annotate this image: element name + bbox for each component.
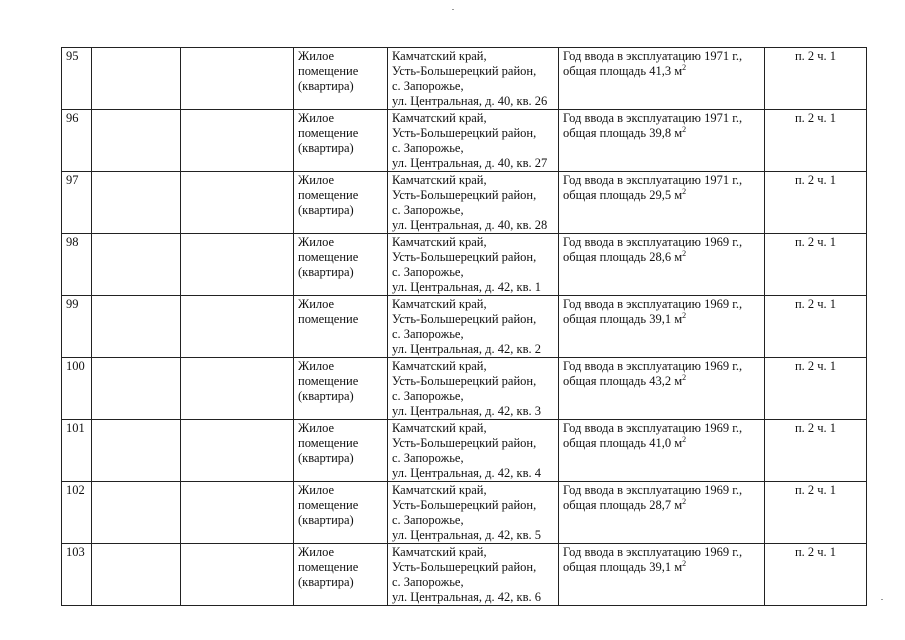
- address-line: ул. Центральная, д. 42, кв. 4: [392, 466, 541, 480]
- object-type-line: (квартира): [298, 79, 354, 93]
- empty-cell: [92, 234, 181, 296]
- empty-cell: [181, 296, 294, 358]
- description-year-line: Год ввода в эксплуатацию 1969 г.,: [563, 421, 743, 435]
- empty-cell: [181, 48, 294, 110]
- address-line: с. Запорожье,: [392, 79, 464, 93]
- description-year-line: Год ввода в эксплуатацию 1969 г.,: [563, 483, 743, 497]
- scan-speck: [452, 9, 454, 10]
- area-value: общая площадь 43,2 м: [563, 374, 683, 388]
- address-line: ул. Центральная, д. 42, кв. 1: [392, 280, 541, 294]
- square-unit-superscript: 2: [682, 248, 687, 258]
- area-value: общая площадь 29,5 м: [563, 188, 683, 202]
- object-type-line: (квартира): [298, 513, 354, 527]
- description-year-line: Год ввода в эксплуатацию 1969 г.,: [563, 235, 743, 249]
- address-line: Усть-Большерецкий район,: [392, 374, 537, 388]
- address-cell: [388, 110, 559, 172]
- address-line: Усть-Большерецкий район,: [392, 126, 537, 140]
- address-line: с. Запорожье,: [392, 203, 464, 217]
- object-type-line: (квартира): [298, 451, 354, 465]
- address-line: Усть-Большерецкий район,: [392, 436, 537, 450]
- object-type-line: помещение: [298, 188, 359, 202]
- table-row: [62, 110, 867, 172]
- object-type-line: Жилое: [298, 49, 335, 63]
- address-line: с. Запорожье,: [392, 327, 464, 341]
- area-value: общая площадь 41,0 м: [563, 436, 683, 450]
- object-type-cell: [294, 544, 388, 606]
- table-row: [62, 358, 867, 420]
- object-type-cell: [294, 110, 388, 172]
- address-line: Усть-Большерецкий район,: [392, 64, 537, 78]
- address-line: с. Запорожье,: [392, 451, 464, 465]
- address-cell: [388, 420, 559, 482]
- address-line: ул. Центральная, д. 42, кв. 2: [392, 342, 541, 356]
- description-area-line: [563, 560, 760, 575]
- area-value: общая площадь 39,8 м: [563, 126, 683, 140]
- registry-table-body: [62, 48, 867, 606]
- square-unit-superscript: 2: [682, 124, 687, 134]
- square-unit-superscript: 2: [682, 434, 687, 444]
- legal-basis-cell: п. 2 ч. 1: [765, 234, 867, 296]
- address-line: с. Запорожье,: [392, 575, 464, 589]
- description-year-line: Год ввода в эксплуатацию 1971 г.,: [563, 49, 743, 63]
- description-area-line: [563, 312, 760, 327]
- address-line: Камчатский край,: [392, 421, 487, 435]
- description-area-line: [563, 250, 760, 265]
- object-type-cell: [294, 48, 388, 110]
- area-value: общая площадь 39,1 м: [563, 312, 683, 326]
- object-type-cell: [294, 482, 388, 544]
- object-type-cell: [294, 172, 388, 234]
- empty-cell: [92, 172, 181, 234]
- address-cell: [388, 544, 559, 606]
- legal-basis-cell: п. 2 ч. 1: [765, 172, 867, 234]
- row-number-cell: 102: [62, 482, 92, 544]
- object-type-line: (квартира): [298, 575, 354, 589]
- object-type-line: помещение: [298, 126, 359, 140]
- address-line: Усть-Большерецкий район,: [392, 312, 537, 326]
- object-type-line: помещение: [298, 374, 359, 388]
- area-value: общая площадь 28,6 м: [563, 250, 683, 264]
- description-year-line: Год ввода в эксплуатацию 1971 г.,: [563, 173, 743, 187]
- object-type-line: Жилое: [298, 545, 335, 559]
- legal-basis-cell: п. 2 ч. 1: [765, 482, 867, 544]
- empty-cell: [92, 296, 181, 358]
- description-cell: [559, 482, 765, 544]
- address-line: с. Запорожье,: [392, 265, 464, 279]
- description-cell: [559, 296, 765, 358]
- address-line: ул. Центральная, д. 40, кв. 26: [392, 94, 548, 108]
- empty-cell: [181, 482, 294, 544]
- empty-cell: [92, 358, 181, 420]
- address-line: Камчатский край,: [392, 173, 487, 187]
- object-type-cell: [294, 420, 388, 482]
- row-number-cell: 103: [62, 544, 92, 606]
- description-cell: [559, 110, 765, 172]
- description-area-line: [563, 374, 760, 389]
- address-line: ул. Центральная, д. 42, кв. 3: [392, 404, 541, 418]
- table-row: [62, 234, 867, 296]
- row-number-cell: 98: [62, 234, 92, 296]
- description-cell: [559, 544, 765, 606]
- address-line: Усть-Большерецкий район,: [392, 498, 537, 512]
- address-line: Камчатский край,: [392, 545, 487, 559]
- object-type-line: Жилое: [298, 359, 335, 373]
- address-line: ул. Центральная, д. 42, кв. 6: [392, 590, 541, 604]
- address-line: Усть-Большерецкий район,: [392, 250, 537, 264]
- row-number-cell: 100: [62, 358, 92, 420]
- description-year-line: Год ввода в эксплуатацию 1971 г.,: [563, 111, 743, 125]
- description-area-line: [563, 188, 760, 203]
- empty-cell: [181, 544, 294, 606]
- legal-basis-cell: п. 2 ч. 1: [765, 544, 867, 606]
- description-cell: [559, 358, 765, 420]
- square-unit-superscript: 2: [682, 310, 687, 320]
- table-row: [62, 482, 867, 544]
- square-unit-superscript: 2: [682, 558, 687, 568]
- address-line: ул. Центральная, д. 42, кв. 5: [392, 528, 541, 542]
- object-type-line: помещение: [298, 498, 359, 512]
- empty-cell: [92, 544, 181, 606]
- address-line: Камчатский край,: [392, 49, 487, 63]
- object-type-cell: [294, 296, 388, 358]
- address-line: Камчатский край,: [392, 297, 487, 311]
- address-line: Камчатский край,: [392, 111, 487, 125]
- description-area-line: [563, 498, 760, 513]
- address-line: Усть-Большерецкий район,: [392, 188, 537, 202]
- empty-cell: [181, 358, 294, 420]
- address-cell: [388, 48, 559, 110]
- address-line: с. Запорожье,: [392, 389, 464, 403]
- empty-cell: [92, 482, 181, 544]
- description-year-line: Год ввода в эксплуатацию 1969 г.,: [563, 297, 743, 311]
- square-unit-superscript: 2: [682, 372, 687, 382]
- table-row: [62, 544, 867, 606]
- property-registry-table: [61, 47, 867, 606]
- object-type-line: помещение: [298, 250, 359, 264]
- object-type-line: Жилое: [298, 421, 335, 435]
- table-row: [62, 48, 867, 110]
- object-type-cell: [294, 234, 388, 296]
- description-area-line: [563, 64, 760, 79]
- description-cell: [559, 172, 765, 234]
- description-cell: [559, 48, 765, 110]
- table-row: [62, 296, 867, 358]
- square-unit-superscript: 2: [682, 186, 687, 196]
- empty-cell: [181, 420, 294, 482]
- object-type-line: помещение: [298, 312, 359, 326]
- object-type-line: (квартира): [298, 203, 354, 217]
- table-row: [62, 172, 867, 234]
- row-number-cell: 101: [62, 420, 92, 482]
- scan-speck: [881, 599, 883, 600]
- address-cell: [388, 234, 559, 296]
- empty-cell: [92, 110, 181, 172]
- legal-basis-cell: п. 2 ч. 1: [765, 358, 867, 420]
- legal-basis-cell: п. 2 ч. 1: [765, 110, 867, 172]
- table-row: [62, 420, 867, 482]
- address-line: с. Запорожье,: [392, 513, 464, 527]
- address-line: ул. Центральная, д. 40, кв. 27: [392, 156, 548, 170]
- row-number-cell: 95: [62, 48, 92, 110]
- square-unit-superscript: 2: [682, 496, 687, 506]
- object-type-line: Жилое: [298, 111, 335, 125]
- object-type-line: (квартира): [298, 265, 354, 279]
- area-value: общая площадь 39,1 м: [563, 560, 683, 574]
- legal-basis-cell: п. 2 ч. 1: [765, 296, 867, 358]
- address-cell: [388, 358, 559, 420]
- square-unit-superscript: 2: [682, 62, 687, 72]
- row-number-cell: 97: [62, 172, 92, 234]
- address-cell: [388, 482, 559, 544]
- description-area-line: [563, 436, 760, 451]
- address-line: Усть-Большерецкий район,: [392, 560, 537, 574]
- object-type-line: Жилое: [298, 483, 335, 497]
- empty-cell: [92, 48, 181, 110]
- address-line: ул. Центральная, д. 40, кв. 28: [392, 218, 548, 232]
- object-type-line: помещение: [298, 436, 359, 450]
- description-cell: [559, 420, 765, 482]
- object-type-line: Жилое: [298, 297, 335, 311]
- description-cell: [559, 234, 765, 296]
- object-type-line: (квартира): [298, 389, 354, 403]
- address-line: Камчатский край,: [392, 235, 487, 249]
- address-cell: [388, 296, 559, 358]
- empty-cell: [181, 110, 294, 172]
- object-type-line: помещение: [298, 64, 359, 78]
- description-year-line: Год ввода в эксплуатацию 1969 г.,: [563, 359, 743, 373]
- area-value: общая площадь 41,3 м: [563, 64, 683, 78]
- object-type-line: Жилое: [298, 235, 335, 249]
- empty-cell: [181, 172, 294, 234]
- description-year-line: Год ввода в эксплуатацию 1969 г.,: [563, 545, 743, 559]
- object-type-cell: [294, 358, 388, 420]
- row-number-cell: 99: [62, 296, 92, 358]
- address-cell: [388, 172, 559, 234]
- object-type-line: Жилое: [298, 173, 335, 187]
- empty-cell: [92, 420, 181, 482]
- address-line: Камчатский край,: [392, 483, 487, 497]
- empty-cell: [181, 234, 294, 296]
- object-type-line: (квартира): [298, 141, 354, 155]
- address-line: с. Запорожье,: [392, 141, 464, 155]
- legal-basis-cell: п. 2 ч. 1: [765, 420, 867, 482]
- row-number-cell: 96: [62, 110, 92, 172]
- legal-basis-cell: п. 2 ч. 1: [765, 48, 867, 110]
- description-area-line: [563, 126, 760, 141]
- area-value: общая площадь 28,7 м: [563, 498, 683, 512]
- object-type-line: помещение: [298, 560, 359, 574]
- address-line: Камчатский край,: [392, 359, 487, 373]
